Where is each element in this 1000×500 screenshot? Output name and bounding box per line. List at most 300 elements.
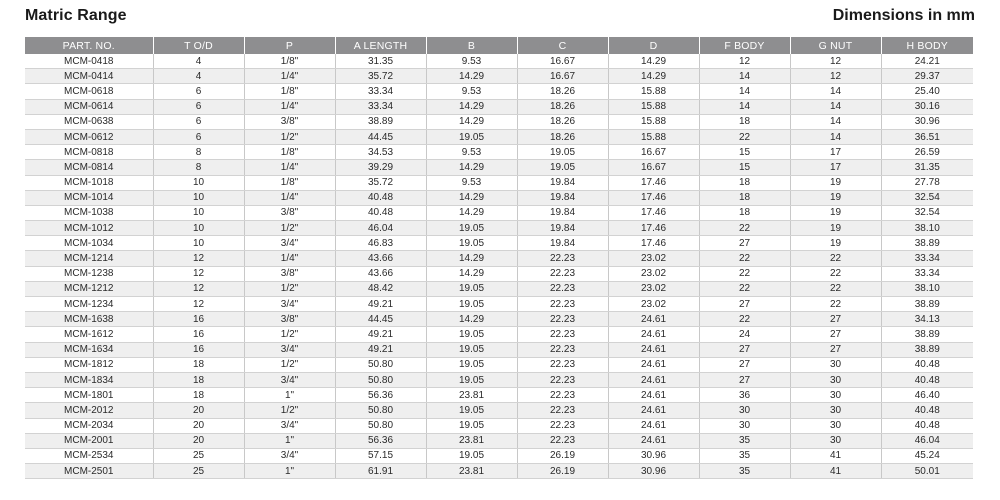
table-cell: 36.51: [881, 129, 973, 144]
table-row: [25, 357, 973, 372]
table-cell: 23.02: [608, 251, 699, 266]
table-cell: 1/4": [244, 160, 335, 175]
part-number-cell: MCM-1038: [25, 205, 153, 220]
table-cell: 22: [699, 221, 790, 236]
table-cell: 23.02: [608, 266, 699, 281]
table-cell: 17.46: [608, 236, 699, 251]
table-cell: 19.05: [517, 145, 608, 160]
table-row: [25, 99, 973, 114]
table-cell: 23.02: [608, 281, 699, 296]
table-cell: 41: [790, 464, 881, 479]
table-cell: 38.89: [881, 342, 973, 357]
table-cell: 22: [699, 129, 790, 144]
table-row: [25, 69, 973, 84]
table-cell: 56.36: [335, 388, 426, 403]
table-cell: 24.61: [608, 403, 699, 418]
table-cell: 9.53: [426, 54, 517, 69]
table-cell: 30.16: [881, 99, 973, 114]
table-cell: 14.29: [608, 54, 699, 69]
table-cell: 12: [153, 297, 244, 312]
table-cell: 10: [153, 221, 244, 236]
table-cell: 44.45: [335, 312, 426, 327]
column-header: PART. NO.: [25, 37, 153, 54]
table-cell: 40.48: [881, 418, 973, 433]
table-cell: 20: [153, 403, 244, 418]
table-cell: 22.23: [517, 312, 608, 327]
part-number-cell: MCM-0618: [25, 84, 153, 99]
part-number-cell: MCM-0818: [25, 145, 153, 160]
table-cell: 14: [790, 99, 881, 114]
table-cell: 1/2": [244, 129, 335, 144]
table-row: [25, 388, 973, 403]
table-cell: 30: [699, 403, 790, 418]
table-cell: 33.34: [335, 99, 426, 114]
table-cell: 17: [790, 160, 881, 175]
column-header: C: [517, 37, 608, 54]
table-cell: 27: [790, 342, 881, 357]
table-cell: 38.89: [881, 236, 973, 251]
table-cell: 24: [699, 327, 790, 342]
table-cell: 30: [790, 433, 881, 448]
table-cell: 22: [790, 297, 881, 312]
table-cell: 14.29: [608, 69, 699, 84]
table-cell: 19.05: [426, 281, 517, 296]
table-cell: 22.23: [517, 357, 608, 372]
part-number-cell: MCM-1234: [25, 297, 153, 312]
table-cell: 19.05: [426, 448, 517, 463]
part-number-cell: MCM-0418: [25, 54, 153, 69]
table-row: [25, 236, 973, 251]
table-cell: 35: [699, 448, 790, 463]
table-cell: 30: [699, 418, 790, 433]
table-cell: 38.89: [881, 297, 973, 312]
table-cell: 14.29: [426, 312, 517, 327]
table-cell: 16.67: [608, 160, 699, 175]
table-body: [25, 54, 973, 479]
column-header: D: [608, 37, 699, 54]
table-cell: 38.89: [335, 114, 426, 129]
table-row: [25, 281, 973, 296]
table-cell: 27: [699, 236, 790, 251]
table-cell: 33.34: [881, 251, 973, 266]
table-cell: 38.89: [881, 327, 973, 342]
table-cell: 35: [699, 433, 790, 448]
table-cell: 18: [699, 175, 790, 190]
table-cell: 22.23: [517, 327, 608, 342]
table-cell: 40.48: [881, 403, 973, 418]
table-cell: 33.34: [881, 266, 973, 281]
table-cell: 40.48: [881, 372, 973, 387]
table-cell: 20: [153, 433, 244, 448]
table-cell: 31.35: [881, 160, 973, 175]
table-cell: 20: [153, 418, 244, 433]
table-cell: 1/2": [244, 327, 335, 342]
table-cell: 9.53: [426, 175, 517, 190]
table-cell: 6: [153, 84, 244, 99]
part-number-cell: MCM-1012: [25, 221, 153, 236]
column-header: P: [244, 37, 335, 54]
table-cell: 14.29: [426, 190, 517, 205]
table-cell: 14.29: [426, 251, 517, 266]
table-cell: 27: [699, 357, 790, 372]
table-cell: 19.84: [517, 221, 608, 236]
table-cell: 6: [153, 129, 244, 144]
table-cell: 3/8": [244, 266, 335, 281]
table-cell: 45.24: [881, 448, 973, 463]
table-cell: 27: [699, 372, 790, 387]
table-cell: 50.80: [335, 418, 426, 433]
table-row: [25, 297, 973, 312]
table-cell: 39.29: [335, 160, 426, 175]
table-row: [25, 205, 973, 220]
table-cell: 30: [790, 403, 881, 418]
table-cell: 50.80: [335, 403, 426, 418]
units-label: Dimensions in mm: [832, 7, 975, 24]
table-cell: 24.21: [881, 54, 973, 69]
table-cell: 9.53: [426, 145, 517, 160]
table-cell: 16.67: [608, 145, 699, 160]
table-cell: 12: [153, 266, 244, 281]
table-row: [25, 448, 973, 463]
table-cell: 30: [790, 388, 881, 403]
table-row: [25, 312, 973, 327]
table-cell: 35.72: [335, 69, 426, 84]
table-cell: 15.88: [608, 129, 699, 144]
table-cell: 15: [699, 145, 790, 160]
table-cell: 22: [790, 266, 881, 281]
part-number-cell: MCM-2012: [25, 403, 153, 418]
table-cell: 23.02: [608, 297, 699, 312]
table-cell: 24.61: [608, 388, 699, 403]
table-cell: 17.46: [608, 205, 699, 220]
table-cell: 22.23: [517, 281, 608, 296]
table-cell: 3/8": [244, 205, 335, 220]
table-cell: 16.67: [517, 54, 608, 69]
table-cell: 27: [699, 297, 790, 312]
table-cell: 1": [244, 388, 335, 403]
table-row: [25, 114, 973, 129]
table-cell: 22: [699, 266, 790, 281]
table-cell: 30: [790, 418, 881, 433]
table-cell: 40.48: [881, 357, 973, 372]
table-cell: 46.40: [881, 388, 973, 403]
table-cell: 23.81: [426, 388, 517, 403]
column-header: F BODY: [699, 37, 790, 54]
table-cell: 14: [790, 84, 881, 99]
table-cell: 46.83: [335, 236, 426, 251]
table-cell: 56.36: [335, 433, 426, 448]
table-cell: 18: [153, 388, 244, 403]
table-row: [25, 418, 973, 433]
table-row: [25, 433, 973, 448]
table-cell: 19.05: [426, 342, 517, 357]
table-cell: 16: [153, 312, 244, 327]
table-cell: 1/8": [244, 145, 335, 160]
table-cell: 50.01: [881, 464, 973, 479]
table-cell: 16: [153, 327, 244, 342]
table-cell: 1/4": [244, 251, 335, 266]
part-number-cell: MCM-1214: [25, 251, 153, 266]
table-cell: 4: [153, 69, 244, 84]
table-cell: 36: [699, 388, 790, 403]
table-cell: 29.37: [881, 69, 973, 84]
table-cell: 38.10: [881, 221, 973, 236]
table-cell: 31.35: [335, 54, 426, 69]
part-number-cell: MCM-0814: [25, 160, 153, 175]
table-cell: 14: [790, 129, 881, 144]
part-number-cell: MCM-2001: [25, 433, 153, 448]
table-cell: 25: [153, 448, 244, 463]
table-cell: 1": [244, 433, 335, 448]
table-cell: 14: [699, 99, 790, 114]
table-row: [25, 160, 973, 175]
column-header: B: [426, 37, 517, 54]
table-row: [25, 221, 973, 236]
table-cell: 1/2": [244, 357, 335, 372]
table-cell: 27: [790, 312, 881, 327]
table-cell: 3/4": [244, 418, 335, 433]
part-number-cell: MCM-1034: [25, 236, 153, 251]
table-cell: 22.23: [517, 433, 608, 448]
table-cell: 3/4": [244, 297, 335, 312]
table-row: [25, 342, 973, 357]
table-cell: 14.29: [426, 69, 517, 84]
table-cell: 10: [153, 236, 244, 251]
table-cell: 18: [699, 190, 790, 205]
table-cell: 41: [790, 448, 881, 463]
table-cell: 30: [790, 357, 881, 372]
table-row: [25, 327, 973, 342]
table-cell: 23.81: [426, 464, 517, 479]
table-cell: 1/8": [244, 54, 335, 69]
table-cell: 1/2": [244, 403, 335, 418]
table-cell: 49.21: [335, 297, 426, 312]
table-cell: 30.96: [881, 114, 973, 129]
table-cell: 12: [699, 54, 790, 69]
table-cell: 27.78: [881, 175, 973, 190]
part-number-cell: MCM-1834: [25, 372, 153, 387]
table-cell: 26.19: [517, 464, 608, 479]
table-cell: 1": [244, 464, 335, 479]
part-number-cell: MCM-1212: [25, 281, 153, 296]
table-cell: 18: [699, 114, 790, 129]
part-number-cell: MCM-2534: [25, 448, 153, 463]
table-cell: 26.59: [881, 145, 973, 160]
table-cell: 15.88: [608, 114, 699, 129]
table-cell: 14.29: [426, 114, 517, 129]
table-cell: 19.05: [426, 221, 517, 236]
table-cell: 24.61: [608, 357, 699, 372]
table-cell: 24.61: [608, 342, 699, 357]
table-cell: 3/8": [244, 312, 335, 327]
table-cell: 23.81: [426, 433, 517, 448]
table-cell: 30: [790, 372, 881, 387]
table-cell: 22.23: [517, 266, 608, 281]
table-cell: 22.23: [517, 403, 608, 418]
table-cell: 12: [153, 251, 244, 266]
column-header: A LENGTH: [335, 37, 426, 54]
table-row: [25, 403, 973, 418]
table-cell: 50.80: [335, 357, 426, 372]
table-cell: 27: [790, 327, 881, 342]
table-cell: 4: [153, 54, 244, 69]
part-number-cell: MCM-1812: [25, 357, 153, 372]
table-cell: 18: [699, 205, 790, 220]
part-number-cell: MCM-1638: [25, 312, 153, 327]
table-cell: 22: [790, 251, 881, 266]
table-cell: 24.61: [608, 327, 699, 342]
table-cell: 14.29: [426, 266, 517, 281]
table-cell: 1/8": [244, 84, 335, 99]
table-cell: 18: [153, 372, 244, 387]
table-cell: 12: [790, 69, 881, 84]
table-cell: 22.23: [517, 251, 608, 266]
table-cell: 3/8": [244, 114, 335, 129]
column-header: H BODY: [881, 37, 973, 54]
table-cell: 14.29: [426, 99, 517, 114]
table-cell: 32.54: [881, 205, 973, 220]
table-cell: 24.61: [608, 312, 699, 327]
table-cell: 22.23: [517, 342, 608, 357]
table-cell: 35.72: [335, 175, 426, 190]
table-cell: 22.23: [517, 372, 608, 387]
table-cell: 19.05: [426, 297, 517, 312]
table-cell: 19: [790, 205, 881, 220]
table-cell: 19.05: [517, 160, 608, 175]
table-row: [25, 251, 973, 266]
table-cell: 34.53: [335, 145, 426, 160]
table-cell: 1/4": [244, 99, 335, 114]
table-row: [25, 175, 973, 190]
table-cell: 15.88: [608, 84, 699, 99]
table-cell: 25.40: [881, 84, 973, 99]
table-cell: 40.48: [335, 205, 426, 220]
part-number-cell: MCM-0638: [25, 114, 153, 129]
table-cell: 26.19: [517, 448, 608, 463]
table-cell: 25: [153, 464, 244, 479]
table-cell: 22.23: [517, 388, 608, 403]
page-title: Matric Range: [25, 7, 127, 24]
table-cell: 19.05: [426, 357, 517, 372]
dimensions-table: [25, 37, 973, 479]
table-row: [25, 84, 973, 99]
table-row: [25, 464, 973, 479]
table-cell: 30.96: [608, 464, 699, 479]
table-cell: 48.42: [335, 281, 426, 296]
table-cell: 10: [153, 190, 244, 205]
table-row: [25, 266, 973, 281]
table-cell: 19.05: [426, 372, 517, 387]
table-cell: 3/4": [244, 342, 335, 357]
table-cell: 43.66: [335, 251, 426, 266]
table-cell: 19.05: [426, 236, 517, 251]
table-cell: 46.04: [335, 221, 426, 236]
table-cell: 19.84: [517, 236, 608, 251]
table-cell: 33.34: [335, 84, 426, 99]
table-row: [25, 145, 973, 160]
table-row: [25, 190, 973, 205]
table-cell: 14: [699, 69, 790, 84]
table-row: [25, 372, 973, 387]
table-cell: 14: [699, 84, 790, 99]
table-cell: 22: [790, 281, 881, 296]
table-cell: 57.15: [335, 448, 426, 463]
table-cell: 1/2": [244, 281, 335, 296]
table-cell: 17: [790, 145, 881, 160]
table-cell: 1/4": [244, 69, 335, 84]
part-number-cell: MCM-2501: [25, 464, 153, 479]
table-cell: 18.26: [517, 99, 608, 114]
table-cell: 17.46: [608, 190, 699, 205]
table-cell: 49.21: [335, 342, 426, 357]
table-cell: 46.04: [881, 433, 973, 448]
table-cell: 12: [153, 281, 244, 296]
table-cell: 8: [153, 145, 244, 160]
table-cell: 19: [790, 190, 881, 205]
table-cell: 32.54: [881, 190, 973, 205]
table-cell: 22: [699, 312, 790, 327]
part-number-cell: MCM-0612: [25, 129, 153, 144]
table-cell: 9.53: [426, 84, 517, 99]
table-cell: 14.29: [426, 205, 517, 220]
table-cell: 27: [699, 342, 790, 357]
table-cell: 6: [153, 99, 244, 114]
table-cell: 18.26: [517, 114, 608, 129]
table-cell: 19.84: [517, 205, 608, 220]
table-cell: 1/8": [244, 175, 335, 190]
table-cell: 24.61: [608, 433, 699, 448]
table-header-row: [25, 37, 973, 54]
table-cell: 3/4": [244, 448, 335, 463]
table-cell: 19.05: [426, 403, 517, 418]
part-number-cell: MCM-0414: [25, 69, 153, 84]
part-number-cell: MCM-1018: [25, 175, 153, 190]
column-header: T O/D: [153, 37, 244, 54]
part-number-cell: MCM-2034: [25, 418, 153, 433]
table-cell: 24.61: [608, 372, 699, 387]
part-number-cell: MCM-1801: [25, 388, 153, 403]
table-cell: 50.80: [335, 372, 426, 387]
table-cell: 18.26: [517, 84, 608, 99]
table-row: [25, 54, 973, 69]
table-cell: 19: [790, 236, 881, 251]
table-cell: 19.05: [426, 129, 517, 144]
part-number-cell: MCM-1014: [25, 190, 153, 205]
table-cell: 10: [153, 205, 244, 220]
part-number-cell: MCM-0614: [25, 99, 153, 114]
table-cell: 1/4": [244, 190, 335, 205]
table-cell: 19.84: [517, 190, 608, 205]
table-cell: 34.13: [881, 312, 973, 327]
part-number-cell: MCM-1238: [25, 266, 153, 281]
table-cell: 22.23: [517, 418, 608, 433]
table-cell: 24.61: [608, 418, 699, 433]
table-cell: 18.26: [517, 129, 608, 144]
table-cell: 40.48: [335, 190, 426, 205]
table-cell: 19: [790, 221, 881, 236]
table-cell: 18: [153, 357, 244, 372]
table-cell: 44.45: [335, 129, 426, 144]
table-cell: 14: [790, 114, 881, 129]
table-cell: 22: [699, 281, 790, 296]
table-cell: 19.05: [426, 327, 517, 342]
table-cell: 8: [153, 160, 244, 175]
column-header: G NUT: [790, 37, 881, 54]
table-cell: 12: [790, 54, 881, 69]
table-cell: 14.29: [426, 160, 517, 175]
table-cell: 35: [699, 464, 790, 479]
table-cell: 43.66: [335, 266, 426, 281]
